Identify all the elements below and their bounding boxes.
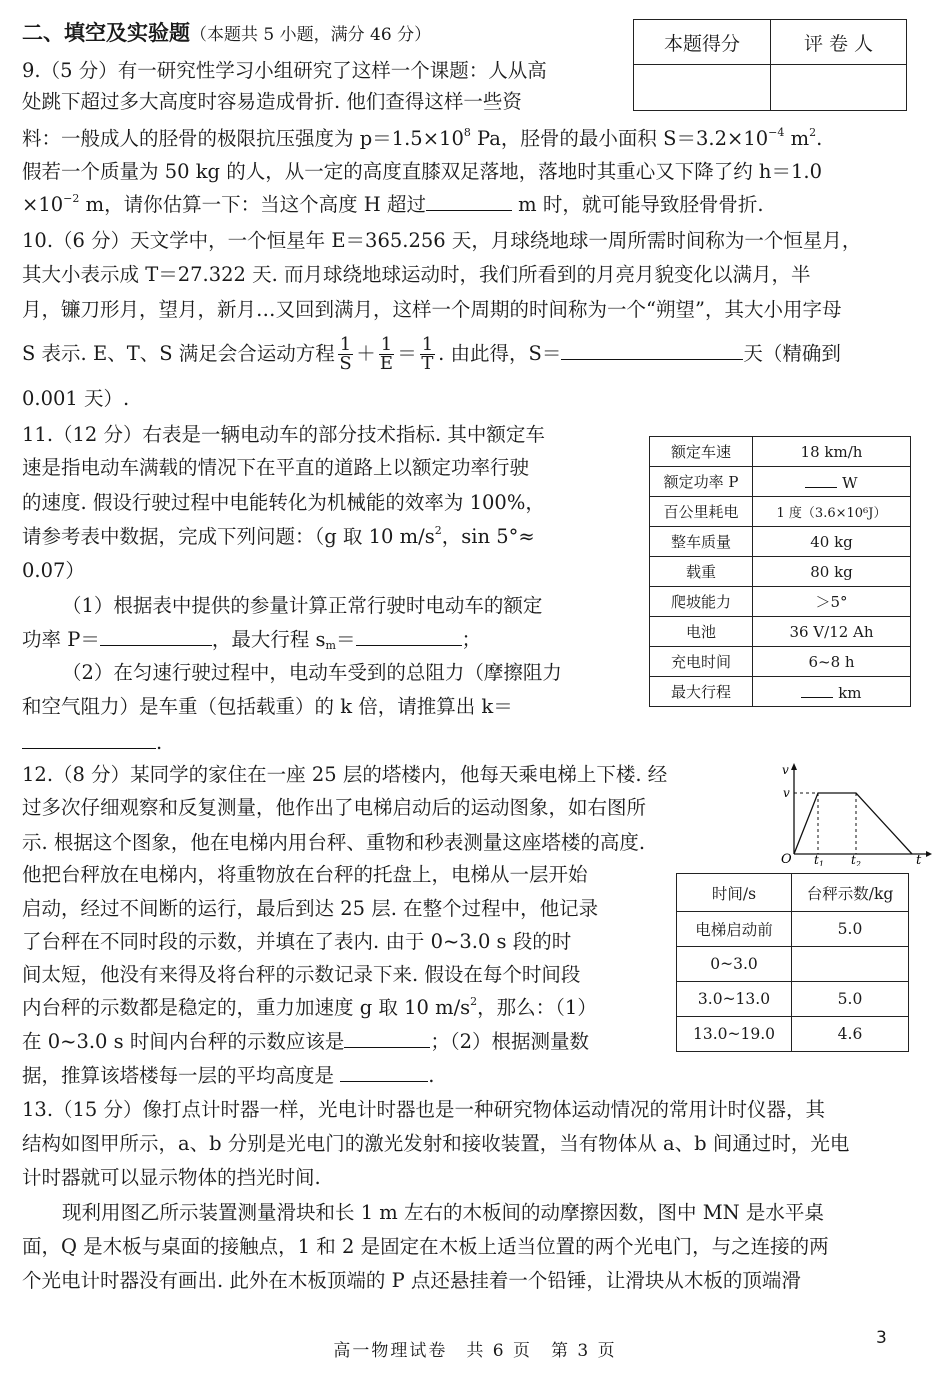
q11-power-blank[interactable]	[100, 627, 212, 646]
q9-line-4: 假若一个质量为 50 kg 的人，从一定的高度直膝双足落地，落地时其重心又下降了约 h＝1.0	[22, 160, 822, 183]
section-heading	[22, 20, 431, 48]
velocity-time-graph	[778, 762, 934, 866]
q10-line-5: 0.001 天）.	[22, 387, 130, 410]
t1-label: $t_1$	[814, 853, 824, 866]
spec-label: 爬坡能力	[650, 587, 753, 617]
spec-label: 额定车速	[650, 437, 753, 467]
section-note: （本题共 5 小题，满分 46 分）	[190, 25, 432, 45]
section-title: 二、填空及实验题	[22, 21, 190, 45]
spec-label: 额定功率 P	[650, 467, 753, 497]
q12-height-blank[interactable]	[340, 1063, 428, 1082]
reading-cell: 5.0	[792, 982, 909, 1017]
graph-axes	[791, 763, 932, 857]
q13-line-3: 计时器就可以显示物体的挡光时间.	[22, 1166, 321, 1189]
q9-answer-blank[interactable]	[426, 192, 512, 211]
spec-value: 18 km/h	[753, 437, 911, 467]
q11-line-10: .	[22, 730, 162, 756]
q11-line-5: 0.07）	[22, 559, 85, 582]
spec-value: km	[753, 677, 911, 707]
q12-line-8: 内台秤的示数都是稳定的，重力加速度 g 取 10 $m/s^2$，那么：（1）	[22, 995, 597, 1019]
spec-value: W	[753, 467, 911, 497]
velocity-curve	[794, 793, 912, 854]
q11-range-blank[interactable]	[356, 627, 462, 646]
grader-header: 评 卷 人	[771, 20, 907, 65]
time-cell: 3.0~13.0	[677, 982, 792, 1017]
spec-value: 6~8 h	[753, 647, 911, 677]
score-header: 本题得分	[634, 20, 771, 65]
q11-line-1: 11.（12 分）右表是一辆电动车的部分技术指标. 其中额定车	[22, 423, 545, 446]
scale-reading-table	[676, 873, 909, 1052]
reading-header: 台秤示数/kg	[792, 874, 909, 912]
q12-line-4: 他把台秤放在电梯内，将重物放在台秤的托盘上，电梯从一层开始	[22, 863, 588, 886]
spec-label: 最大行程	[650, 677, 753, 707]
q9-line-5: $\times 10^{-2}$ m，请你估算一下：当这个高度 H 超过 m 时，就可能导致胫骨骨折.	[22, 192, 764, 216]
q11-line-3: 的速度. 假设行驶过程中电能转化为机械能的效率为 100%，	[22, 491, 545, 514]
time-cell: 0~3.0	[677, 947, 792, 982]
score-table	[633, 19, 907, 111]
q12-line-7: 间太短，他没有来得及将台秤的示数记录下来. 假设在每个时间段	[22, 963, 581, 986]
v-level-label: v	[783, 786, 790, 800]
q10-line-3: 月，镰刀形月，望月，新月…又回到满月，这样一个周期的时间称为一个“朔望”，其大小用字母	[22, 298, 842, 321]
spec-label: 载重	[650, 557, 753, 587]
time-cell: 电梯启动前	[677, 912, 792, 947]
q13-line-2: 结构如图甲所示，a、b 分别是光电门的激光发射和接收装置，当有物体从 a、b 间通过时，光电	[22, 1132, 850, 1155]
spec-label: 充电时间	[650, 647, 753, 677]
q10-line-1: 10.（6 分）天文学中，一个恒星年 E＝365.256 天，月球绕地球一周所需时间称为一个恒星月，	[22, 229, 862, 252]
page-footer: 高一物理试卷 共 6 页 第 3 页	[333, 1341, 617, 1361]
q12-line-10: 据，推算该塔楼每一层的平均高度是 .	[22, 1064, 435, 1087]
q11-k-blank[interactable]	[22, 730, 156, 749]
q13-line-6: 个光电计时器没有画出. 此外在木板顶端的 P 点还悬挂着一个铅锤，让滑块从木板的顶端滑	[22, 1269, 801, 1292]
power-blank[interactable]	[805, 472, 837, 488]
q10-line-4: S 表示. E、T、S 满足会合运动方程 $\frac{1}{S}$ ＋ $\frac{1}{E}$ ＝ $\frac{1}{T}$ . 由此得，S＝ 天（精确到	[22, 334, 841, 374]
q12-line-1: 12.（8 分）某同学的家住在一座 25 层的塔楼内，他每天乘电梯上下楼. 经	[22, 763, 668, 786]
q13-line-5: 面，Q 是木板与桌面的接触点，1 和 2 是固定在木板上适当位置的两个光电门，与之连接的两	[22, 1235, 829, 1258]
reading-cell: 4.6	[792, 1017, 909, 1052]
spec-value: ＞5°	[753, 587, 911, 617]
q10-line-2: 其大小表示成 T＝27.322 天. 而月球绕地球运动时，我们所看到的月亮月貌变化以满月，半	[22, 263, 811, 286]
q12-scale-blank[interactable]	[344, 1029, 430, 1048]
q11-line-6: （1）根据表中提供的参量计算正常行驶时电动车的额定	[62, 594, 543, 617]
spec-value: 36 V/12 Ah	[753, 617, 911, 647]
range-blank[interactable]	[801, 682, 833, 698]
q9-line-2: 处跳下超过多大高度时容易造成骨折. 他们查得这样一些资	[22, 90, 522, 113]
fraction-1-over-e: $\frac{1}{E}$	[379, 334, 394, 374]
fraction-1-over-t: $\frac{1}{T}$	[421, 334, 434, 374]
q12-line-9: 在 0~3.0 s 时间内台秤的示数应该是 ；（2）根据测量数	[22, 1030, 590, 1053]
q11-line-8: （2）在匀速行驶过程中，电动车受到的总阻力（摩擦阻力	[62, 661, 562, 684]
q9-line-3: 料：一般成人的胫骨的极限抗压强度为 $p=1.5\times 10^8$ Pa，胫骨的最小面积 $S=3.2\times 10^{-4}$ $m^2$.	[22, 126, 823, 150]
reading-cell: 5.0	[792, 912, 909, 947]
time-cell: 13.0~19.0	[677, 1017, 792, 1052]
spec-value: 1 度（3.6×10⁶J）	[753, 497, 911, 527]
spec-label: 电池	[650, 617, 753, 647]
reading-cell[interactable]	[792, 947, 909, 982]
fraction-1-over-s: $\frac{1}{S}$	[339, 334, 352, 374]
q12-line-6: 了台秤在不同时段的示数，并填在了表内. 由于 0~3.0 s 段的时	[22, 930, 572, 953]
q12-line-3: 示. 根据这个图象，他在电梯内用台秤、重物和秒表测量这座塔楼的高度.	[22, 831, 646, 854]
grader-cell[interactable]	[771, 65, 907, 111]
t-axis-label: t	[916, 853, 922, 866]
spec-label: 百公里耗电	[650, 497, 753, 527]
q11-line-9: 和空气阻力）是车重（包括载重）的 k 倍，请推算出 k＝	[22, 695, 513, 718]
time-header: 时间/s	[677, 874, 792, 912]
q11-line-2: 速是指电动车满载的情况下在平直的道路上以额定功率行驶	[22, 456, 530, 479]
q11-line-7: 功率 P＝ ，最大行程 $s_m=$ ；	[22, 628, 482, 652]
q13-line-1: 13.（15 分）像打点计时器一样，光电计时器也是一种研究物体运动情况的常用计时仪器，其	[22, 1098, 826, 1121]
score-cell[interactable]	[634, 65, 771, 111]
q9-line-1: 9.（5 分）有一研究性学习小组研究了这样一个课题：人从高	[22, 59, 547, 82]
spec-value: 80 kg	[753, 557, 911, 587]
origin-label: O	[781, 852, 792, 866]
page-number: 3	[876, 1328, 887, 1348]
ebike-spec-table	[649, 436, 911, 707]
spec-value: 40 kg	[753, 527, 911, 557]
q12-line-2: 过多次仔细观察和反复测量，他作出了电梯启动后的运动图象，如右图所	[22, 796, 647, 819]
v-axis-label: v	[782, 763, 789, 777]
t2-label: $t_2$	[851, 853, 861, 866]
q11-line-4: 请参考表中数据，完成下列问题：（g 取 10 $m/s^2$，sin 5°≈	[22, 524, 535, 548]
q10-answer-blank[interactable]	[561, 341, 743, 360]
q12-line-5: 启动，经过不间断的运行，最后到达 25 层. 在整个过程中，他记录	[22, 897, 599, 920]
spec-label: 整车质量	[650, 527, 753, 557]
q13-line-4: 现利用图乙所示装置测量滑块和长 1 m 左右的木板间的动摩擦因数，图中 MN 是水平桌	[62, 1201, 824, 1224]
